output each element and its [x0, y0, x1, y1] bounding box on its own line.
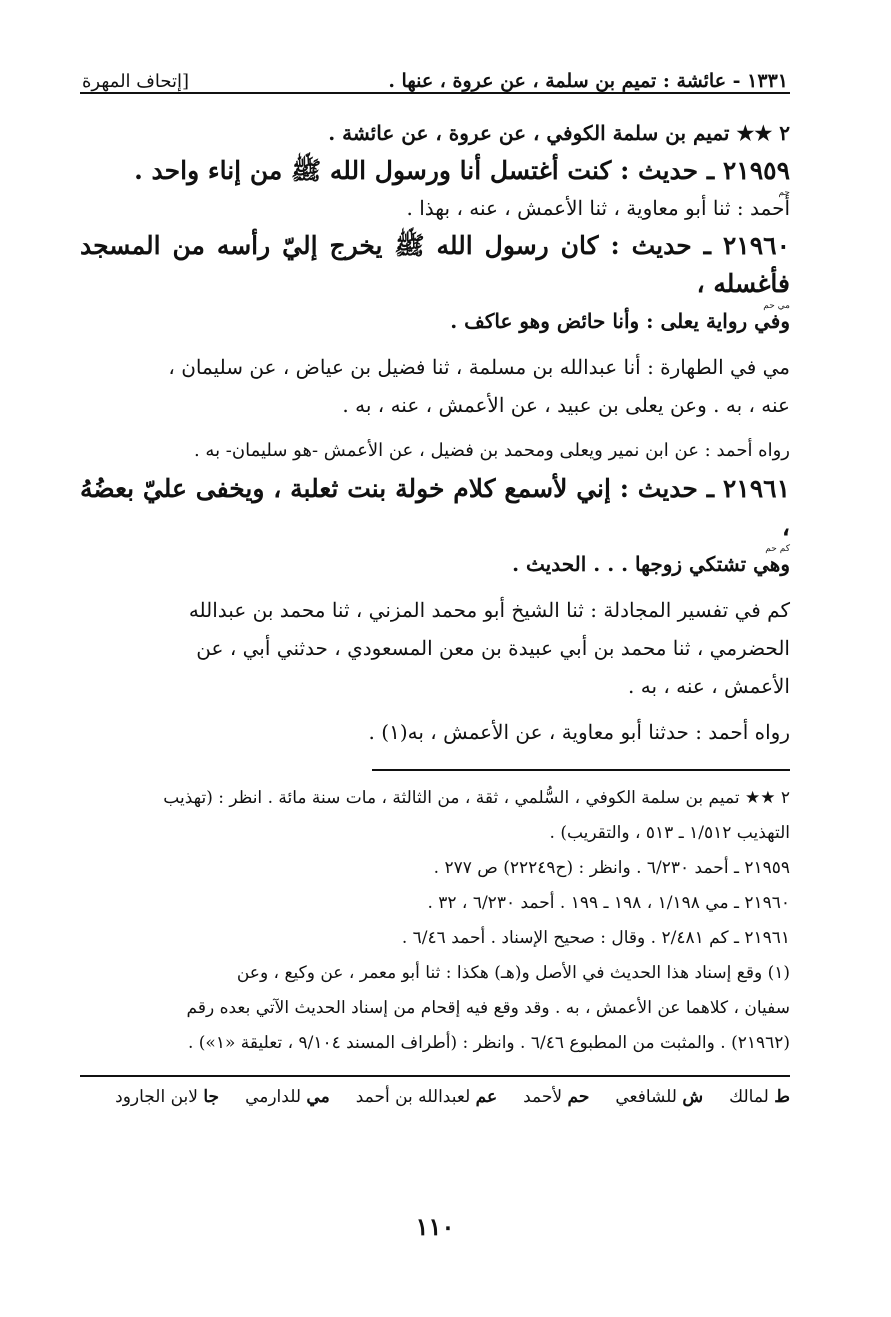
legend-item [615, 1087, 703, 1107]
page-header [80, 44, 790, 94]
footnote-note1-2: سفيان ، كلاهما عن الأعمش ، به . وقد وقع فيه إقحام من إسناد الحديث الآتي بعده رقم [186, 998, 790, 1018]
hadith-21960-variant: وفي رواية يعلى : وأنا حائض وهو عاكف . [450, 309, 790, 333]
running-title: ١٣٣١ - عائشة : تميم بن سلمة ، عن عروة ، عنها . [388, 70, 788, 92]
footnote-narrator-2: التهذيب ١/٥١٢ ـ ٥١٣ ، والتقريب) . [549, 823, 790, 843]
footnote-note1-1: (١) وقع إسناد هذا الحديث في الأصل و(هـ) هكذا : ثنا أبو معمر ، عن وكيع ، وعن [236, 963, 790, 983]
footnote-21959: ٢١٩٥٩ ـ أحمد ٦/٢٣٠ . وانظر : (ح٢٢٢٤٩) ص ٢٧٧ . [433, 858, 790, 878]
legend-item [115, 1087, 219, 1107]
hadith-21961-continuation: وهي تشتكي زوجها . . . الحديث . [512, 552, 790, 576]
legend-code: ش [682, 1087, 704, 1107]
legend-code: مي [306, 1087, 330, 1107]
page [80, 44, 790, 1284]
legend-label: لمالك [729, 1087, 769, 1107]
hadith-21959-text: ٢١٩٥٩ ـ حديث : كنت أغتسل أنا ورسول الله ﷺ من إناء واحد . [134, 156, 790, 185]
legend-item [356, 1087, 497, 1107]
footnote-21960: ٢١٩٦٠ ـ مي ١/١٩٨ ، ١٩٨ ـ ١٩٩ . أحمد ٦/٢٣٠ ، ٣٢ . [427, 893, 790, 913]
hadith-21960-ahmad: رواه أحمد : عن ابن نمير ويعلى ومحمد بن فضيل ، عن الأعمش -هو سليمان- به . [193, 440, 790, 461]
legend-code: حم [567, 1087, 590, 1107]
hadith-21961-km-chain-1: كم في تفسير المجادلة : ثنا الشيخ أبو محمد المزني ، ثنا محمد بن عبدالله [188, 598, 790, 622]
hadith-21961-ahmad: رواه أحمد : حدثنا أبو معاوية ، عن الأعمش ، به(١) . [368, 720, 790, 744]
hadith-21960-mi-chain-2: عنه ، به . وعن يعلى بن عبيد ، عن الأعمش ، عنه ، به . [342, 393, 790, 417]
hadith-21960-mi-chain-1: مي في الطهارة : أنا عبدالله بن مسلمة ، ثنا فضيل بن عياض ، عن سليمان ، [168, 355, 790, 379]
legend-item [523, 1087, 589, 1107]
abbreviation-legend [80, 1077, 790, 1107]
hadith-21959-chain: أحمد : ثنا أبو معاوية ، ثنا الأعمش ، عنه ، بهذا . [406, 196, 790, 220]
footnote-note1-3: (٢١٩٦٢) . والمثبت من المطبوع ٦/٤٦ . وانظر : (أطراف المسند ٩/١٠٤ ، تعليقة «١») . [187, 1033, 790, 1053]
legend-item [729, 1087, 790, 1107]
hadith-21961-text: ٢١٩٦١ ـ حديث : إني لأسمع كلام خولة بنت ثعلبة ، ويخفى عليّ بعضُهُ ، [80, 474, 790, 541]
legend-label: لابن الجارود [115, 1087, 198, 1107]
legend-code: ط [774, 1087, 790, 1107]
hadith-21961-km-chain-3: الأعمش ، عنه ، به . [628, 674, 790, 698]
legend-label: لأحمد [523, 1087, 563, 1107]
legend-label: لعبدالله بن أحمد [355, 1087, 471, 1107]
footnote-rule [372, 769, 790, 771]
footnote-21961: ٢١٩٦١ ـ كم ٢/٤٨١ . وقال : صحيح الإسناد . أحمد ٦/٤٦ . [401, 928, 790, 948]
hadith-21960-siglum: مي حم [763, 301, 790, 311]
hadith-21959-siglum: حم [778, 188, 790, 198]
hadith-21960-text: ٢١٩٦٠ ـ حديث : كان رسول الله ﷺ يخرج إليّ رأسه من المسجد فأغسله ، [80, 231, 790, 298]
main-text [80, 114, 790, 751]
footnote-narrator-1: ٢ ★★ تميم بن سلمة الكوفي ، السُّلمي ، ثقة ، من الثالثة ، مات سنة مائة . انظر : (تهذيب [163, 788, 790, 808]
hadith-21961-km-chain-2: الحضرمي ، ثنا محمد بن أبي عبيدة بن معن المسعودي ، حدثني أبي ، عن [196, 636, 790, 660]
book-name: [إتحاف المهرة [82, 71, 190, 92]
legend-label: للدارمي [245, 1087, 302, 1107]
legend-code: عم [475, 1087, 498, 1107]
footnotes [80, 781, 790, 1061]
legend-item [245, 1087, 330, 1107]
legend-label: للشافعي [615, 1087, 677, 1107]
page-number: ١١٠ [415, 1212, 455, 1241]
narrator-line: ٢ ★★ تميم بن سلمة الكوفي ، عن عروة ، عن عائشة . [328, 121, 790, 145]
legend-code: جا [203, 1087, 220, 1107]
hadith-21961-siglum: كم حم [765, 544, 790, 554]
